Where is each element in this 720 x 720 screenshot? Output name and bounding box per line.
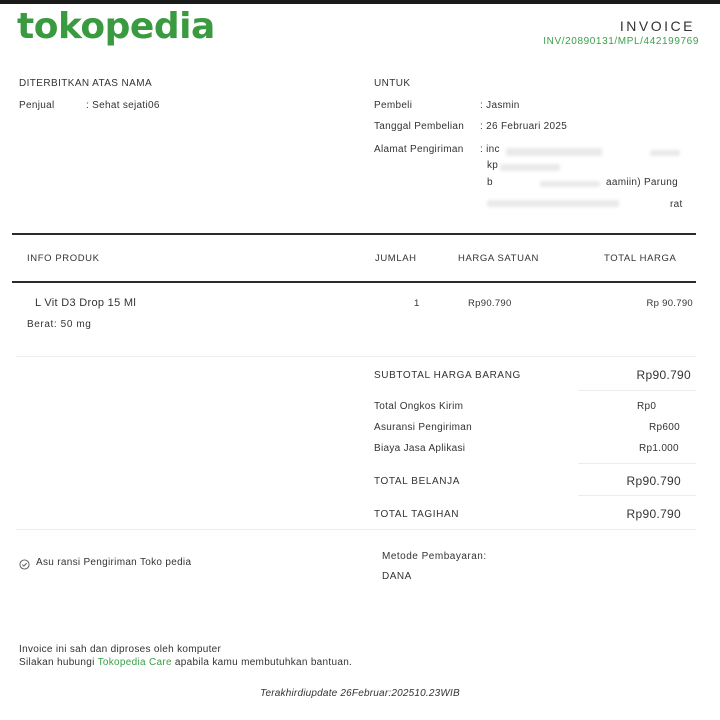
insurance-value: Rp600 <box>649 422 680 433</box>
subtotal-label: SUBTOTAL HARGA BARANG <box>374 370 521 381</box>
product-name[interactable]: L Vit D3 Drop 15 Ml <box>35 297 137 309</box>
footer-line-1: Invoice ini sah dan diproses oleh komputer <box>19 644 222 655</box>
total-shopping-label: TOTAL BELANJA <box>374 476 460 487</box>
section-divider <box>16 529 696 530</box>
summary-divider <box>578 495 696 496</box>
header-product: INFO PRODUK <box>27 253 100 264</box>
purchase-date-label: Tanggal Pembelian <box>374 121 465 132</box>
footer-line-2 <box>19 657 352 668</box>
app-fee-label: Biaya Jasa Aplikasi <box>374 443 466 454</box>
table-top-divider <box>12 233 696 235</box>
last-updated: Terakhirdiupdate 26Februar:202510.23WIB <box>260 688 460 699</box>
redaction-mark <box>650 150 680 156</box>
row-divider <box>16 356 696 357</box>
redaction-mark <box>487 200 619 207</box>
top-border <box>0 0 720 4</box>
payment-method-label: Metode Pembayaran: <box>382 551 487 562</box>
footer-help-prefix: Silakan hubungi <box>19 657 98 668</box>
issuer-heading: DITERBITKAN ATAS NAMA <box>19 78 153 89</box>
seller-value: : Sehat sejati06 <box>86 100 160 111</box>
address-line-3: b <box>487 177 493 188</box>
total-bill-value: Rp90.790 <box>626 507 681 521</box>
product-total: Rp 90.790 <box>646 298 693 309</box>
header-qty: JUMLAH <box>375 253 417 264</box>
insurance-label: Asuransi Pengiriman <box>374 422 472 433</box>
recipient-heading: UNTUK <box>374 78 411 89</box>
insurance-note: Asu ransi Pengiriman Toko pedia <box>36 557 192 568</box>
subtotal-value: Rp90.790 <box>636 368 691 382</box>
summary-divider <box>578 390 696 391</box>
table-header-divider <box>12 281 696 283</box>
product-weight: Berat: 50 mg <box>27 319 92 330</box>
shield-check-icon <box>19 557 30 575</box>
invoice-number[interactable]: INV/20890131/MPL/442199769 <box>543 36 699 47</box>
address-label: Alamat Pengiriman <box>374 144 464 155</box>
redaction-mark <box>500 164 560 171</box>
total-shopping-value: Rp90.790 <box>626 474 681 488</box>
buyer-label: Pembeli <box>374 100 413 111</box>
header-unit-price: HARGA SATUAN <box>458 253 539 264</box>
shipping-cost-value: Rp0 <box>637 401 657 412</box>
seller-label: Penjual <box>19 100 55 111</box>
tokopedia-logo: tokopedia <box>17 6 215 47</box>
summary-divider <box>578 463 696 464</box>
payment-method-value: DANA <box>382 571 412 582</box>
redaction-mark <box>540 181 600 187</box>
total-bill-label: TOTAL TAGIHAN <box>374 509 460 520</box>
buyer-value: : Jasmin <box>480 100 520 111</box>
app-fee-value: Rp1.000 <box>639 443 679 454</box>
tokopedia-care-link[interactable]: Tokopedia Care <box>97 657 172 668</box>
address-line-5: rat <box>670 199 683 210</box>
purchase-date-value: : 26 Februari 2025 <box>480 121 568 132</box>
invoice-title: INVOICE <box>619 18 695 34</box>
address-line-4: aamiin) Parung <box>606 177 679 188</box>
shipping-cost-label: Total Ongkos Kirim <box>374 401 464 412</box>
address-line-2: kp <box>487 160 499 171</box>
header-total: TOTAL HARGA <box>604 253 677 264</box>
product-unit-price: Rp90.790 <box>468 298 512 309</box>
address-line-1: : inc <box>480 144 500 155</box>
redaction-mark <box>506 148 602 156</box>
product-qty: 1 <box>414 298 420 309</box>
footer-help-suffix: apabila kamu membutuhkan bantuan. <box>171 657 353 668</box>
